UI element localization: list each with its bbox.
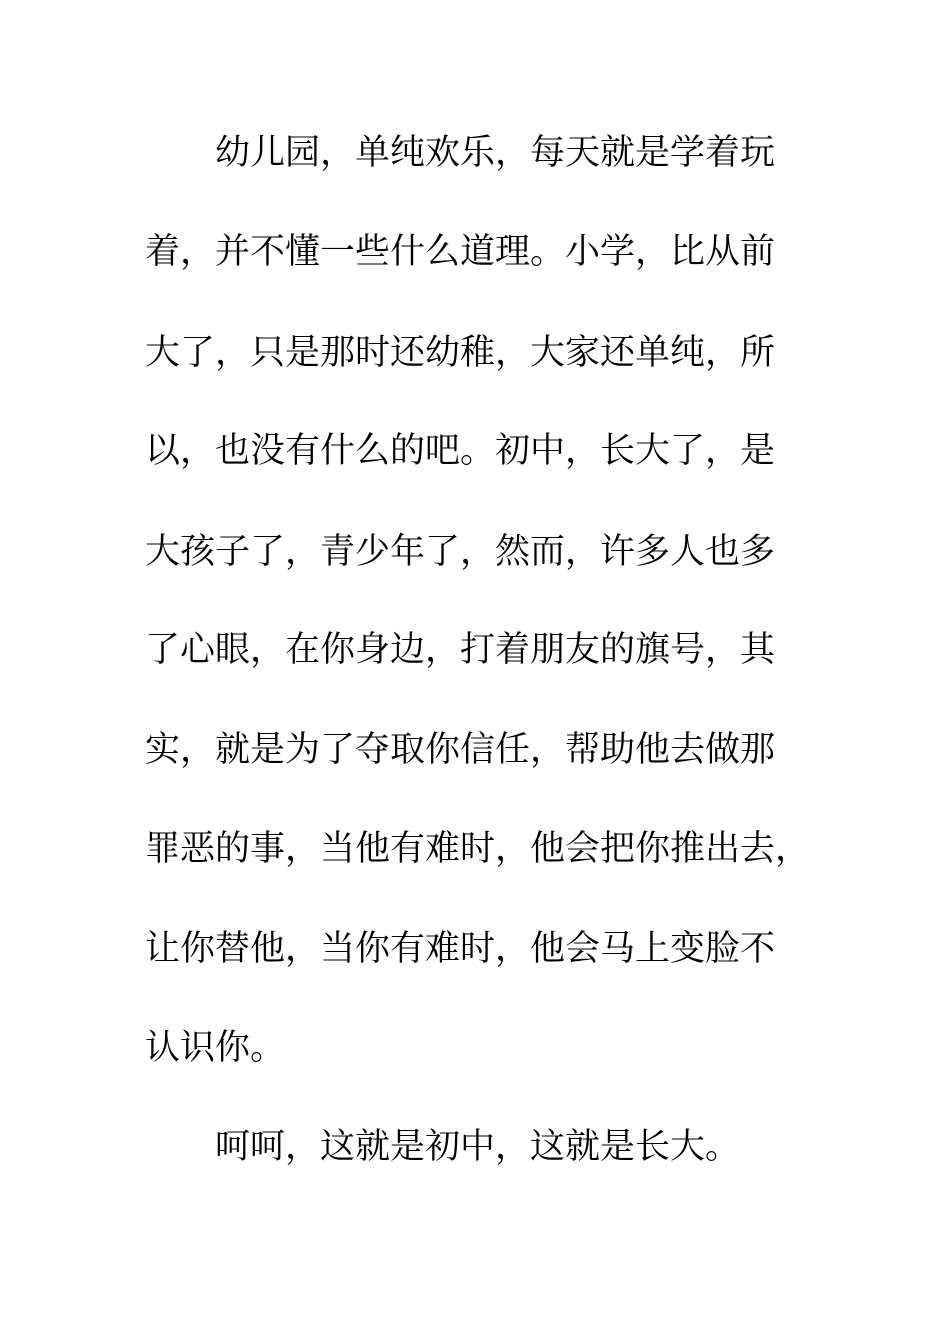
paragraph-1-line-4: 以，也没有什么的吧。初中，长大了，是 — [145, 431, 776, 471]
paragraph-1-line-7: 实，就是为了夺取你信任，帮助他去做那 — [145, 730, 776, 770]
paragraph-1-line-9: 让你替他，当你有难时，他会马上变脸不 — [145, 929, 776, 969]
paragraph-1-line-3: 大了，只是那时还幼稚，大家还单纯，所 — [145, 333, 776, 373]
paragraph-1-line-8: 罪恶的事，当他有难时，他会把你推出去， — [145, 829, 811, 869]
paragraph-1-line-5: 大孩子了，青少年了，然而，许多人也多 — [145, 532, 776, 572]
paragraph-1-line-2: 着，并不懂一些什么道理。小学，比从前 — [145, 232, 776, 272]
paragraph-2-line-1: 呵呵，这就是初中，这就是长大。 — [215, 1127, 741, 1167]
paragraph-1-line-6: 了心眼，在你身边，打着朋友的旗号，其 — [145, 630, 776, 670]
paragraph-1-line-10: 认识你。 — [145, 1028, 286, 1068]
paragraph-1-line-1: 幼儿园，单纯欢乐，每天就是学着玩 — [215, 133, 776, 173]
